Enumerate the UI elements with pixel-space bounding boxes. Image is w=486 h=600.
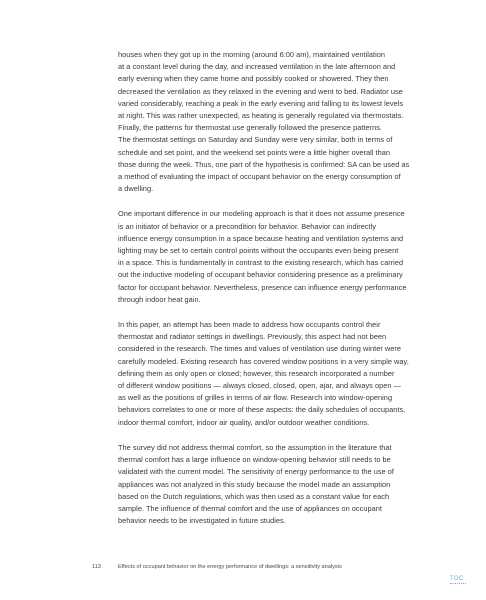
text-line: varied considerably, reaching a peak in the early evening and falling to its lowest levels (118, 98, 404, 108)
toc-underline (450, 583, 466, 585)
running-title: Effects of occupant behavior on the energy performance of dwellings: a sensitivity analysis (118, 564, 342, 570)
text-line: in a space. This is fundamentally in contrast to the existing research, which has carried (118, 258, 404, 268)
paragraph-4 (118, 442, 458, 527)
body-text (118, 49, 458, 540)
text-line: defining them as only open or closed; however, this research incorporated a number (118, 368, 395, 378)
text-line: considered in the research. The times and values of ventilation use during winter were (118, 344, 401, 354)
text-line: schedule and set point, and the weekend set points were a little higher overall than (118, 147, 391, 157)
text-line: appliances was not analyzed in this study because the model made an assumption (118, 479, 391, 489)
page-number: 113 (92, 564, 101, 570)
text-line: factor for occupant behavior. Nevertheless, presence can influence energy performance (118, 282, 407, 292)
paragraph-1 (118, 49, 458, 195)
text-line: at night. This was rather unexpected, as heating is generally regulated via thermostats. (118, 111, 404, 121)
text-line: a dwelling. (118, 184, 154, 194)
text-line: as well as the positions of grilles in terms of air flow. Research into window-opening (118, 393, 393, 403)
text-line: those during the week. Thus, one part of the hypothesis is confirmed: SA can be used as (118, 159, 410, 169)
text-line: validated with the current model. The sensitivity of energy performance to the use of (118, 467, 394, 477)
text-line: lighting may be set to certain control points without the occupants even being present (118, 246, 399, 256)
text-line: early evening when they came home and possibly cooked or showered. They then (118, 74, 389, 84)
text-line: One important difference in our modeling approach is that it does not assume presence (118, 209, 405, 219)
paragraph-2 (118, 208, 458, 306)
text-line: carefully modeled. Existing research has covered window positions in a very simple way, (118, 356, 409, 366)
text-line: of different window positions — always closed, closed, open, ajar, and always open — (118, 381, 401, 391)
text-line: houses when they got up in the morning (around 6:00 am), maintained ventilation (118, 50, 385, 59)
text-line: behavior needs to be investigated in future studies. (118, 516, 286, 526)
text-line: based on the Dutch regulations, which was then used as a constant value for each (118, 491, 390, 501)
text-line: sample. The influence of thermal comfort and the use of appliances on occupant (118, 503, 382, 513)
text-line: is an initiator of behavior or a precondition for behavior. Behavior can indirectly (118, 221, 377, 231)
text-line: thermal comfort has a large influence on window-opening behavior still needs to be (118, 455, 391, 465)
text-line: influence energy consumption in a space because heating and ventilation systems and (118, 233, 404, 243)
text-line: In this paper, an attempt has been made to address how occupants control their (118, 320, 381, 330)
text-line: out the inductive modeling of occupant behavior considering presence as a preliminary (118, 270, 403, 280)
text-line: The survey did not address thermal comfort, so the assumption in the literature that (118, 442, 392, 452)
text-line: Finally, the patterns for thermostat use generally followed the presence patterns. (118, 123, 383, 133)
paragraph-3 (118, 319, 458, 429)
text-line: The thermostat settings on Saturday and Sunday were very similar, both in terms of (118, 135, 393, 145)
text-line: a method of evaluating the impact of occupant behavior on the energy consumption of (118, 172, 401, 182)
text-line: through indoor heat gain. (118, 294, 201, 304)
text-line: at a constant level during the day, and increased ventilation in the late afternoon and (118, 62, 396, 72)
text-line: decreased the ventilation as they relaxed in the evening and went to bed. Radiator use (118, 86, 403, 96)
text-line: thermostat and radiator settings in dwellings. Previously, this aspect had not been (118, 332, 387, 342)
text-line: indoor thermal comfort, indoor air quality, and/or outdoor weather conditions. (118, 417, 370, 427)
toc-label: TOC (450, 576, 464, 582)
page-footer (92, 564, 342, 570)
toc-link[interactable] (450, 576, 466, 585)
text-line: behaviors correlates to one or more of these aspects: the daily schedules of occupants, (118, 405, 406, 415)
